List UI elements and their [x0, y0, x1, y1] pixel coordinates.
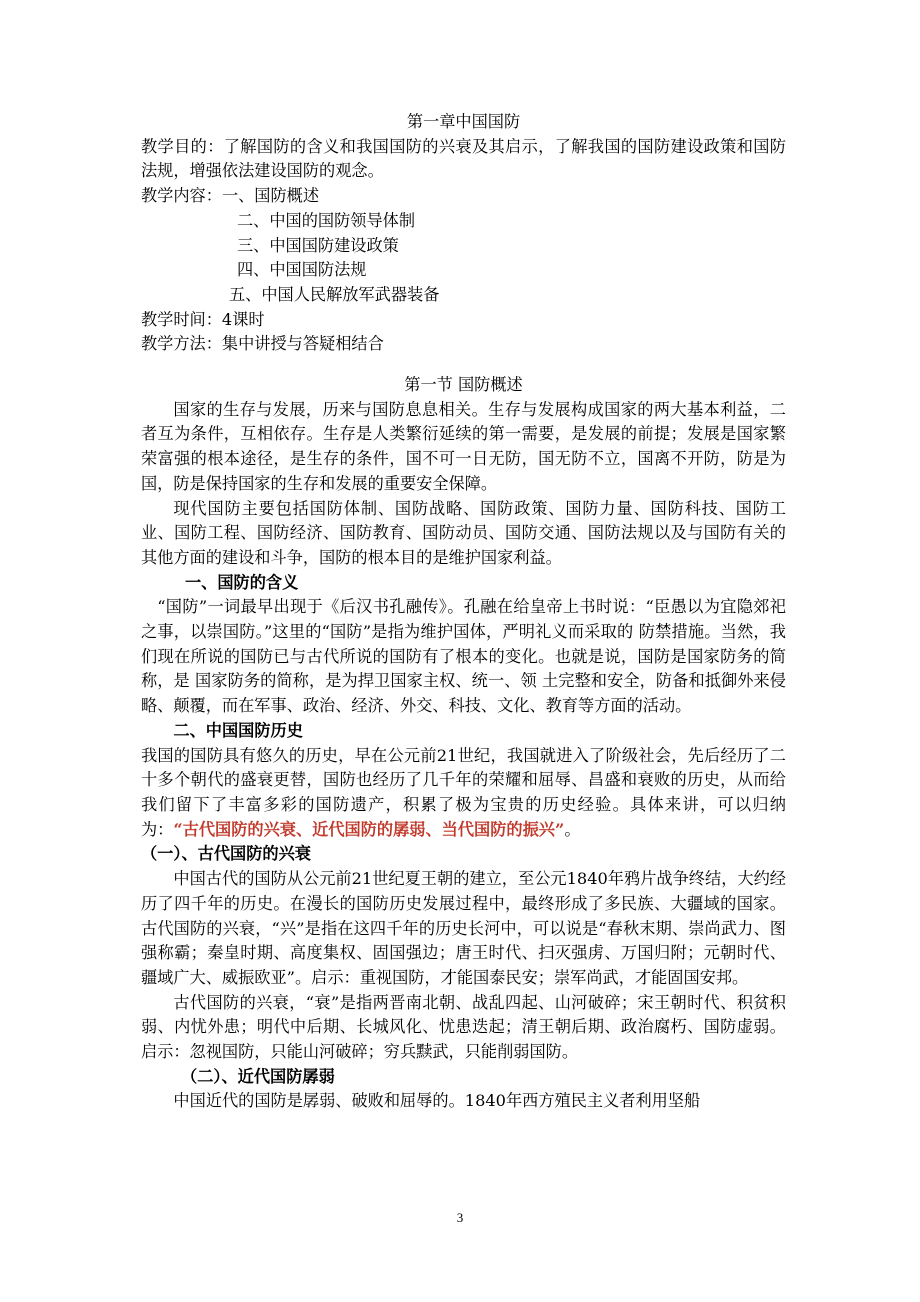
teaching-method: 教学方法：集中讲授与答疑相结合	[141, 334, 384, 354]
content-item: 五、中国人民解放军武器装备	[229, 284, 440, 304]
paragraph: 现代国防主要包括国防体制、国防战略、国防政策、国防力量、国防科技、国防工业、国防工程、国防经济、国防教育、国防动员、国防交通、国防法规以及与国防有关的其他方面的建设和斗争，国防的根本目的是维护国家利益。	[141, 498, 786, 567]
paragraph: 古代国防的兴衰，“衰”是指两晋南北朝、战乱四起、山河破碎；宋王朝时代、积贫积弱、内忧外患；明代中后期、长城风化、忧患迭起；清王朝后期、政治腐朽、国防虚弱。启示：忽视国防，只能山河破碎；穷兵黩武，只能削弱国防。	[141, 992, 786, 1062]
heading-1: 一、国防的含义	[185, 572, 299, 592]
teaching-time: 教学时间：4课时	[141, 309, 265, 329]
content-item: 一、国防概述	[221, 186, 320, 206]
chapter-title: 第一章中国国防	[406, 112, 521, 131]
teaching-content-label	[141, 184, 786, 209]
paragraph	[141, 744, 786, 843]
teaching-objectives: 教学目的：了解国防的含义和我国国防的兴衰及其启示，了解我国的国防建设政策和国防法规，增强依法建设国防的观念。	[141, 136, 786, 181]
document-page	[141, 110, 786, 1114]
content-item: 四、中国国防法规	[237, 260, 367, 280]
content-item: 三、中国国防建设政策	[237, 235, 399, 255]
content-item: 二、中国的国防领导体制	[237, 210, 416, 230]
paragraph: 中国古代的国防从公元前21世纪夏王朝的建立，至公元1840年鸦片战争终结，大约经历了四千年的历史。在漫长的国防历史发展过程中，最终形成了多民族、大疆域的国家。古代国防的兴衰，“兴”是指在这四千年的历史长河中，可以说是“春秋末期、崇尚武力、图强称霸；秦皇时期、高度集权、固国强边；唐王时代、扫灭强虏、万国归附；元朝时代、疆域广大、威振欧亚”。启示：重视国防，才能国泰民安；崇军尚武，才能固国安邦。	[141, 869, 786, 987]
heading-2: 二、中国国防历史	[173, 720, 303, 740]
paragraph-end: 。	[564, 819, 581, 839]
heading-4: （二）、近代国防孱弱	[181, 1066, 335, 1086]
content-label: 教学内容：	[141, 186, 222, 206]
highlight-text: “古代国防的兴衰、近代国防的孱弱、当代国防的振兴”	[173, 819, 565, 839]
section-title: 第一节 国防概述	[404, 375, 523, 395]
paragraph: 中国近代的国防是孱弱、破败和屈辱的。1840年西方殖民主义者利用坚船	[173, 1091, 701, 1111]
heading-3: （一）、古代国防的兴衰	[141, 844, 311, 864]
paragraph: “国防”一词最早出现于《后汉书孔融传》。孔融在给皇帝上书时说：“臣愚以为宜隐郊祀之事，以崇国防。”这里的“国防”是指为维护国体，严明礼义而采取的 防禁措施。当然，我们现在所说的国防已与古代所说的国防有了根本的变化。也就是说，国防是国家防务的简称，是 国家防务的简称，是为捍卫国家主权、统一、领 土完整和安全，防备和抵御外来侵略、颠覆，而在军事、政治、经济、外交、科技、文化、教育等方面的活动。	[141, 597, 786, 716]
spacer	[141, 357, 786, 373]
paragraph-text: 我国的国防具有悠久的历史，早在公元前21世纪，我国就进入了阶级社会，先后经历了二十多个朝代的盛衰更替，国防也经历了几千年的荣耀和屈辱、昌盛和衰败的历史，从而给我们留下了丰富多彩的国防遗产，积累了极为宝贵的历史经验。具体来讲，可以归纳为：	[141, 745, 786, 839]
paragraph: 国家的生存与发展，历来与国防息息相关。生存与发展构成国家的两大基本利益，二者互为条件，互相依存。生存是人类繁衍延续的第一需要，是发展的前提；发展是国家繁荣富强的根本途径，是生存的条件，国不可一日无防，国无防不立，国离不开防，防是为国，防是保持国家的生存和发展的重要安全保障。	[141, 399, 786, 493]
page-number: 3	[456, 1210, 464, 1225]
